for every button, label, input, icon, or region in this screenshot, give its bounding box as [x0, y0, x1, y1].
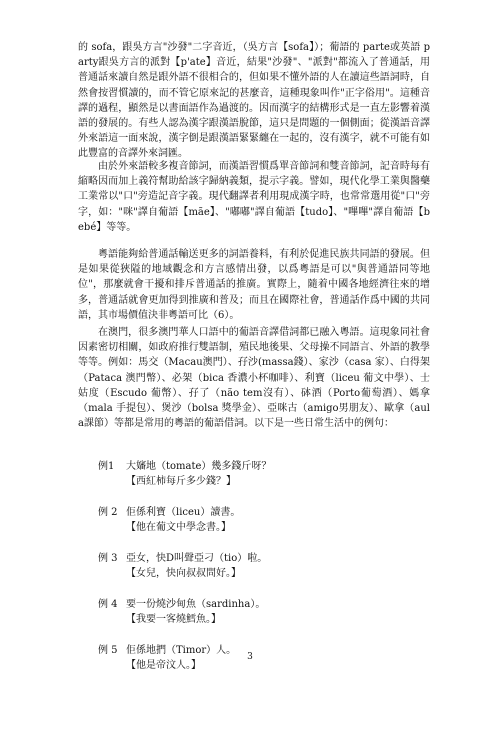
example-label: 例 4	[98, 599, 118, 610]
example-translation: 【西紅柿每斤多少錢？】	[126, 476, 236, 487]
example-sentence: 要一份燒沙甸魚（sardinha）。	[126, 599, 266, 610]
example-translation: 【他在葡文中學念書。】	[126, 522, 231, 533]
paragraph-2: 由於外來語較多複音節詞，而漢語習慣爲單音節詞和雙音節詞，記音時每有縮略因而加上義符幫助給該字歸納義類，提示字義。譬如，現代化學工業與醫藥工業常以"口"旁造記音字義。現代翻譯者利用現成漢字時，也常常選用從"口"旁字，如："咪"譯自葡語【mãe】、"嘟嘟"譯自葡語【tudo】、"嗶嗶"譯自葡語【bebé】等等。	[78, 161, 430, 233]
example-item	[98, 551, 428, 597]
example-label: 例 2	[98, 507, 118, 518]
paragraph-3: 粵語能夠給普通話輸送更多的詞語養料，有利於促進民族共同語的發展。但是如果從狹隘的地域觀念和方言感情出發，以爲粵語是可以"與普通語同等地位"，那麼就會干擾和排斥普通話的推廣。實際上，隨着中國各地經濟往來的增多，普通話就會更加得到推廣和普及；而且在國際社會，普通話作爲中國的共同語，其市場價值決非粵語可比（6）。	[78, 249, 430, 321]
paragraph-4: 在澳門，很多澳門華人口語中的葡語音譯借詞都已融入粵語。這現象同社會因素密切相關，如政府推行雙語制，殖民地後果、父母操不同語言、外語的教學等等。例如：馬交（Macau澳門）、孖沙(massa錢）、家沙（casa 家）、白得架（Pataca 澳門幣）、必架（bica 香濃小杯咖啡）、利寶（liceu 葡文中學）、士姑度（Escudo 葡幣）、孖了（não tem沒有）、砵酒（Porto葡萄酒）、媽拿（mala 手提包）、煲沙（bolsa 獎學金）、亞咪古（amigo男朋友）、歐拿（aula課節）等都是常用的粵語的葡語借詞。以下是一些日常生活中的例句：	[78, 327, 430, 430]
paragraph-1: 的 sofa，跟吳方言"沙發"二字音近，（吳方言【sofa】）；葡語的 parte或英語 party跟吳方言的派對【p'ate】音近，結果"沙發"、"派對"都流入了普通話，用普通話來讀自然是跟外語不很相合的，但如果不懂外語的人在讀這些語詞時，自然會按習慣讀的，而不管它原來記的甚麼音，這種現象叫作"正字俗用"。這種音譯的過程，顯然是以書面語作為過渡的。因而漢字的結構形式是一直左影響着漢語的發展的。有些人認為漢字跟漢語脫節，這只是問題的一個側面；從漢語音譯外來語這一面來說，漢字倒是跟漢語緊緊纏在一起的，沒有漢字，就不可能有如此豐富的音譯外來詞匯。	[78, 42, 430, 160]
example-translation: 【他是帝汶人。】	[126, 660, 201, 671]
page-number: 3	[247, 652, 253, 662]
example-translation: 【女兒，快向叔叔問好。】	[126, 568, 241, 579]
example-sentence: 亞女，快D叫聲亞刁（tio）啦。	[126, 553, 268, 564]
example-item	[98, 643, 428, 689]
example-item	[98, 597, 428, 643]
example-item	[98, 505, 428, 551]
example-item	[98, 459, 428, 505]
example-sentence: 佢係利寶（liceu）讀書。	[126, 507, 241, 518]
example-sentence: 大嬸地（tomate）幾多錢斤呀？	[126, 461, 272, 472]
example-sentence: 佢係地捫（Timor）人。	[126, 645, 237, 656]
example-label: 例 3	[98, 553, 118, 564]
example-translation: 【我要一客燒鱈魚。】	[126, 614, 221, 625]
example-label: 例 5	[98, 645, 118, 656]
example-label: 例1	[98, 461, 115, 472]
